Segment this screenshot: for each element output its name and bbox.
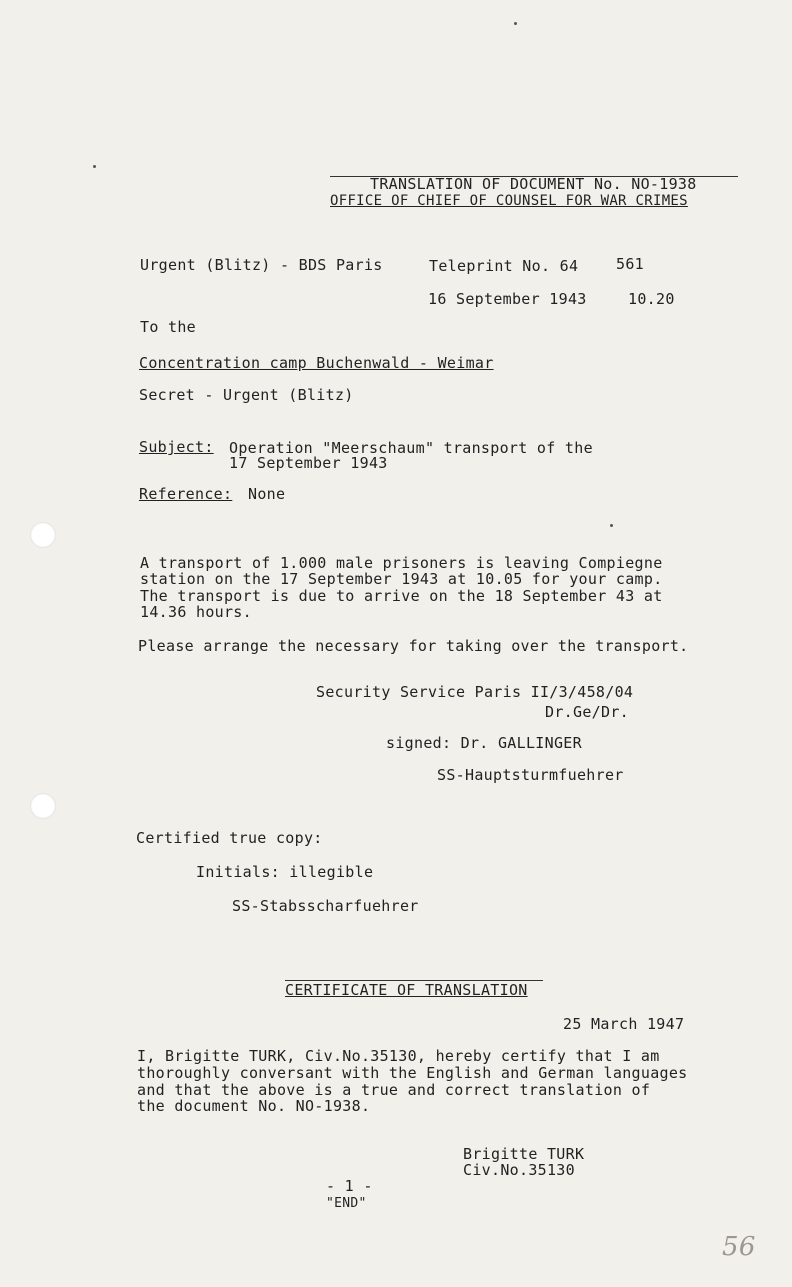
teleprint-date: 16 September 1943 <box>428 290 587 308</box>
paper-speck <box>93 165 96 168</box>
header-title: TRANSLATION OF DOCUMENT No. NO-1938 <box>370 175 697 193</box>
classification: Secret - Urgent (Blitz) <box>139 386 354 404</box>
certified-initials: Initials: illegible <box>196 863 374 881</box>
body-line: The transport is due to arrive on the 18 September 43 at <box>140 587 663 605</box>
teleprint-label: Teleprint No. 64 <box>429 257 579 275</box>
translator-name: Brigitte TURK <box>463 1145 585 1163</box>
to-line: To the <box>140 318 196 336</box>
certified-rank: SS-Stabsscharfuehrer <box>232 897 419 915</box>
certificate-date: 25 March 1947 <box>563 1015 685 1033</box>
body-line: Please arrange the necessary for taking over the transport. <box>138 637 689 655</box>
body-line: station on the 17 September 1943 at 10.05 for your camp. <box>140 570 663 588</box>
punch-hole-bottom <box>30 793 56 819</box>
signature-office: Security Service Paris II/3/458/04 <box>316 683 634 701</box>
certified-copy: Certified true copy: <box>136 829 323 847</box>
subject-line1: Operation "Meerschaum" transport of the <box>229 439 593 457</box>
signature-signed: signed: Dr. GALLINGER <box>386 734 582 752</box>
certificate-line: the document No. NO-1938. <box>137 1097 371 1115</box>
handwritten-page-number: 56 <box>722 1232 756 1262</box>
certificate-line: thoroughly conversant with the English and German languages <box>137 1064 688 1082</box>
paper-speck <box>610 524 613 527</box>
translator-civno: Civ.No.35130 <box>463 1161 575 1179</box>
reference-value: None <box>248 485 286 503</box>
punch-hole-top <box>30 522 56 548</box>
end-marker: "END" <box>326 1196 367 1211</box>
certificate-title: CERTIFICATE OF TRANSLATION <box>285 981 528 999</box>
page-number: - 1 - <box>326 1177 373 1195</box>
subject-label: Subject: <box>139 438 214 456</box>
header-office: OFFICE OF CHIEF OF COUNSEL FOR WAR CRIMES <box>330 193 688 209</box>
body-line: 14.36 hours. <box>140 603 252 621</box>
reference-label: Reference: <box>139 485 233 503</box>
sender-line: Urgent (Blitz) - BDS Paris <box>140 256 383 274</box>
subject-line2: 17 September 1943 <box>229 454 388 472</box>
paper-speck <box>514 22 517 25</box>
recipient: Concentration camp Buchenwald - Weimar <box>139 354 494 372</box>
signature-ref: Dr.Ge/Dr. <box>545 703 629 721</box>
body-line: A transport of 1.000 male prisoners is leaving Compiegne <box>140 554 663 572</box>
certificate-line: and that the above is a true and correct translation of <box>137 1081 651 1099</box>
signature-rank: SS-Hauptsturmfuehrer <box>437 766 624 784</box>
certificate-line: I, Brigitte TURK, Civ.No.35130, hereby certify that I am <box>137 1047 660 1065</box>
teleprint-time: 10.20 <box>628 290 675 308</box>
teleprint-number: 561 <box>616 255 644 273</box>
